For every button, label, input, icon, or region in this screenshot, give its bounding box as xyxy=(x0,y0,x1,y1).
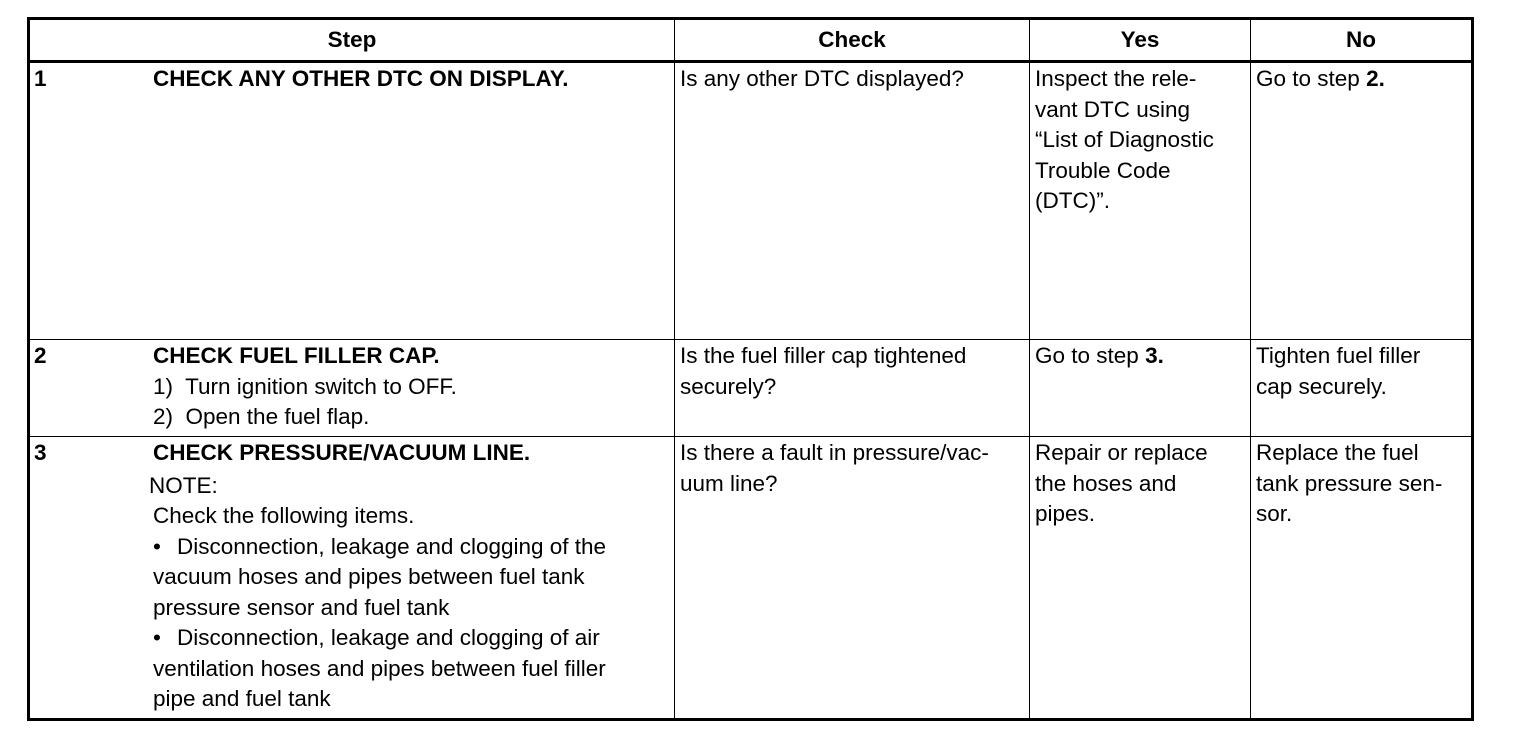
bullet-text: Disconnection, leakage and clogging of the xyxy=(177,533,607,559)
no-line: tank pressure sen- xyxy=(1256,470,1443,496)
table-row xyxy=(29,437,1473,720)
bullet-icon: • xyxy=(153,625,161,650)
diagnostic-table xyxy=(27,17,1474,721)
yes-line: the hoses and xyxy=(1035,470,1177,496)
yes-line: Repair or replace xyxy=(1035,440,1208,465)
yes-line: Inspect the rele- xyxy=(1035,66,1197,91)
bullet-text: ventilation hoses and pipes between fuel filler xyxy=(153,655,606,681)
yes-cell xyxy=(1030,62,1251,340)
no-line: cap securely. xyxy=(1256,373,1387,399)
bullet-text: vacuum hoses and pipes between fuel tank xyxy=(153,564,585,589)
table-row xyxy=(29,62,1473,340)
no-cell xyxy=(1251,62,1473,340)
check-cell xyxy=(675,340,1030,437)
check-cell xyxy=(675,62,1030,340)
check-line: securely? xyxy=(680,373,777,399)
note-label: NOTE: xyxy=(149,472,218,498)
no-cell xyxy=(1251,340,1473,437)
yes-cell xyxy=(1030,437,1251,720)
header-check: Check xyxy=(675,19,1030,62)
step-title: CHECK ANY OTHER DTC ON DISPLAY. xyxy=(153,66,569,91)
bullet-item xyxy=(153,532,668,563)
header-step: Step xyxy=(29,19,675,62)
header-yes: Yes xyxy=(1030,19,1251,62)
yes-line: Trouble Code xyxy=(1035,157,1171,183)
substep: 1) Turn ignition switch to OFF. xyxy=(153,373,457,399)
step-number: 3 xyxy=(34,440,47,465)
step-cell xyxy=(29,340,675,437)
yes-step-ref: 3. xyxy=(1145,343,1164,368)
no-step-ref: 2. xyxy=(1366,66,1385,91)
step-cell xyxy=(29,437,675,720)
no-cell xyxy=(1251,437,1473,720)
yes-line: (DTC)”. xyxy=(1035,188,1110,213)
no-line: sor. xyxy=(1256,501,1293,526)
step-title: CHECK PRESSURE/VACUUM LINE. xyxy=(153,440,531,465)
bullet-item xyxy=(153,623,668,654)
step-number: 1 xyxy=(34,66,47,91)
note-intro: Check the following items. xyxy=(153,503,415,528)
check-cell xyxy=(675,437,1030,720)
bullet-text: pressure sensor and fuel tank xyxy=(153,594,450,620)
check-text: Is any other DTC displayed? xyxy=(680,66,964,91)
check-line: uum line? xyxy=(680,470,778,496)
check-line: Is the fuel filler cap tightened xyxy=(680,343,967,368)
yes-text: Go to step xyxy=(1035,343,1146,368)
header-no: No xyxy=(1251,19,1473,62)
check-line: Is there a fault in pressure/vac- xyxy=(680,440,989,465)
yes-line: “List of Diagnostic xyxy=(1035,127,1214,152)
step-title: CHECK FUEL FILLER CAP. xyxy=(153,343,440,368)
step-number: 2 xyxy=(34,343,47,368)
bullet-text: Disconnection, leakage and clogging of air xyxy=(177,625,600,650)
no-line: Replace the fuel xyxy=(1256,440,1419,465)
table-row xyxy=(29,340,1473,437)
no-text: Go to step xyxy=(1256,66,1367,91)
bullet-icon: • xyxy=(153,533,161,559)
no-line: Tighten fuel filler xyxy=(1256,343,1421,368)
bullet-text: pipe and fuel tank xyxy=(153,686,331,711)
yes-cell xyxy=(1030,340,1251,437)
step-cell xyxy=(29,62,675,340)
yes-line: pipes. xyxy=(1035,501,1096,526)
yes-line: vant DTC using xyxy=(1035,96,1191,122)
substep: 2) Open the fuel flap. xyxy=(153,404,370,429)
header-row xyxy=(29,19,1473,62)
